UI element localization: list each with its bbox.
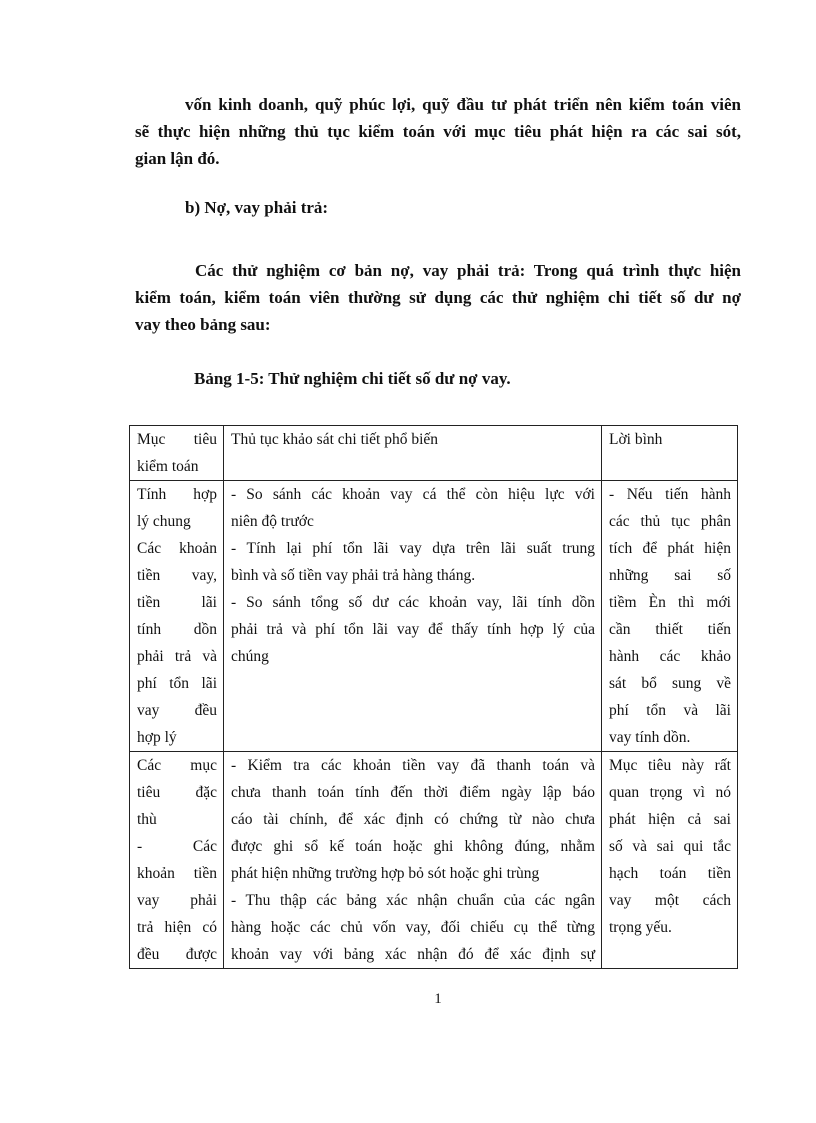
- cell-line: Các khoản: [137, 540, 217, 557]
- cell-line: Tính hợp: [137, 486, 217, 503]
- cell-line: hạch toán tiền: [609, 865, 731, 882]
- header-cell-comment: [602, 426, 738, 481]
- cell-line: Mục tiêu: [137, 431, 217, 448]
- cell-line: - Tính lại phí tổn lãi vay dựa trên lãi suất trung: [231, 540, 595, 557]
- cell-line: vay tính dồn.: [609, 729, 691, 746]
- header-cell-objective: [130, 426, 224, 481]
- cell-line: tiền vay,: [137, 567, 217, 584]
- cell-comment: [602, 481, 738, 752]
- cell-objective: [130, 481, 224, 752]
- cell-line: cần thiết tiến: [609, 621, 731, 638]
- body-paragraph-2: [135, 257, 741, 338]
- cell-line: số và sai qui tắc: [609, 838, 731, 855]
- paragraph-line: kiểm toán, kiểm toán viên thường sử dụng các thử nghiệm chi tiết số dư nợ: [135, 288, 741, 307]
- body-paragraph-1: [135, 91, 741, 172]
- cell-line: - Kiểm tra các khoản tiền vay đã thanh toán và: [231, 757, 595, 774]
- cell-line: Thủ tục khảo sát chi tiết phổ biến: [231, 431, 439, 448]
- cell-line: cáo tài chính, để xác định có chứng từ nào chưa: [231, 811, 595, 828]
- cell-line: phải trả và: [137, 648, 217, 665]
- cell-line: hàng hoặc các chủ vốn vay, đối chiếu cụ thể từng: [231, 919, 595, 936]
- cell-line: quan trọng vì nó: [609, 784, 731, 801]
- cell-line: phát hiện cả sai: [609, 811, 731, 828]
- cell-line: hành các khảo: [609, 648, 731, 665]
- cell-line: tích để phát hiện: [609, 540, 731, 557]
- cell-line: được ghi sổ kế toán hoặc ghi không đúng, nhằm: [231, 838, 595, 855]
- header-cell-procedure: [224, 426, 602, 481]
- cell-line: trọng yếu.: [609, 919, 672, 936]
- paragraph-line: Các thử nghiệm cơ bản nợ, vay phải trả: Trong quá trình thực hiện: [195, 261, 741, 280]
- cell-line: thù: [137, 811, 157, 828]
- cell-procedure: [224, 481, 602, 752]
- cell-line: khoản vay với bảng xác nhận đó để xác định sự: [231, 946, 595, 963]
- table-caption: Bảng 1-5: Thử nghiệm chi tiết số dư nợ vay.: [194, 369, 511, 388]
- cell-line: Các mục: [137, 757, 217, 774]
- cell-line: các thủ tục phân: [609, 513, 731, 530]
- cell-line: lý chung: [137, 513, 191, 530]
- cell-objective: [130, 752, 224, 969]
- cell-line: - Thu thập các bảng xác nhận chuẩn của các ngân: [231, 892, 595, 909]
- cell-line: tính dồn: [137, 621, 217, 638]
- cell-line: chưa thanh toán tính đến thời điểm ngày lập báo: [231, 784, 595, 801]
- cell-line: chúng: [231, 648, 269, 665]
- cell-line: phát hiện những trường hợp bỏ sót hoặc ghi trùng: [231, 865, 540, 882]
- cell-line: khoản tiền: [137, 865, 217, 882]
- cell-line: - So sánh tổng số dư các khoản vay, lãi tính dồn: [231, 594, 595, 611]
- cell-line: niên độ trước: [231, 513, 314, 530]
- cell-line: Lời bình: [609, 431, 663, 448]
- cell-line: tiềm Èn thì mới: [609, 594, 731, 611]
- paragraph-line: vay theo bảng sau:: [135, 315, 271, 334]
- table-row: [130, 481, 738, 752]
- cell-line: kiểm toán: [137, 458, 199, 475]
- cell-comment: [602, 752, 738, 969]
- paragraph-line: vốn kinh doanh, quỹ phúc lợi, quỹ đầu tư phát triển nên kiểm toán viên: [185, 95, 741, 114]
- audit-procedures-table: [129, 425, 738, 969]
- table-header-row: [130, 426, 738, 481]
- cell-line: vay phải: [137, 892, 217, 909]
- cell-line: hợp lý: [137, 729, 177, 746]
- paragraph-line: gian lận đó.: [135, 149, 220, 168]
- page-number: 1: [434, 991, 442, 1007]
- cell-line: trả hiện có: [137, 919, 217, 936]
- cell-line: đều được: [137, 946, 217, 963]
- cell-line: bình và số tiền vay phải trả hàng tháng.: [231, 567, 476, 584]
- cell-line: vay đều: [137, 702, 217, 719]
- cell-line: - So sánh các khoản vay cá thể còn hiệu lực với: [231, 486, 595, 503]
- cell-line: tiền lãi: [137, 594, 217, 611]
- cell-line: tiêu đặc: [137, 784, 217, 801]
- cell-line: những sai số: [609, 567, 731, 584]
- cell-line: sát bổ sung về: [609, 675, 731, 692]
- section-heading: b) Nợ, vay phải trả:: [185, 198, 329, 217]
- cell-line: phí tổn và lãi: [609, 702, 731, 719]
- cell-line: vay một cách: [609, 892, 731, 909]
- cell-line: phải trả và phí tổn lãi vay để thấy tính hợp lý của: [231, 621, 595, 638]
- cell-procedure: [224, 752, 602, 969]
- cell-line: phí tổn lãi: [137, 675, 217, 692]
- paragraph-line: sẽ thực hiện những thủ tục kiểm toán với mục tiêu phát hiện ra các sai sót,: [135, 122, 741, 141]
- cell-line: - Các: [137, 838, 217, 855]
- cell-line: - Nếu tiến hành: [609, 486, 731, 503]
- cell-line: Mục tiêu này rất: [609, 757, 731, 774]
- table-row: [130, 752, 738, 969]
